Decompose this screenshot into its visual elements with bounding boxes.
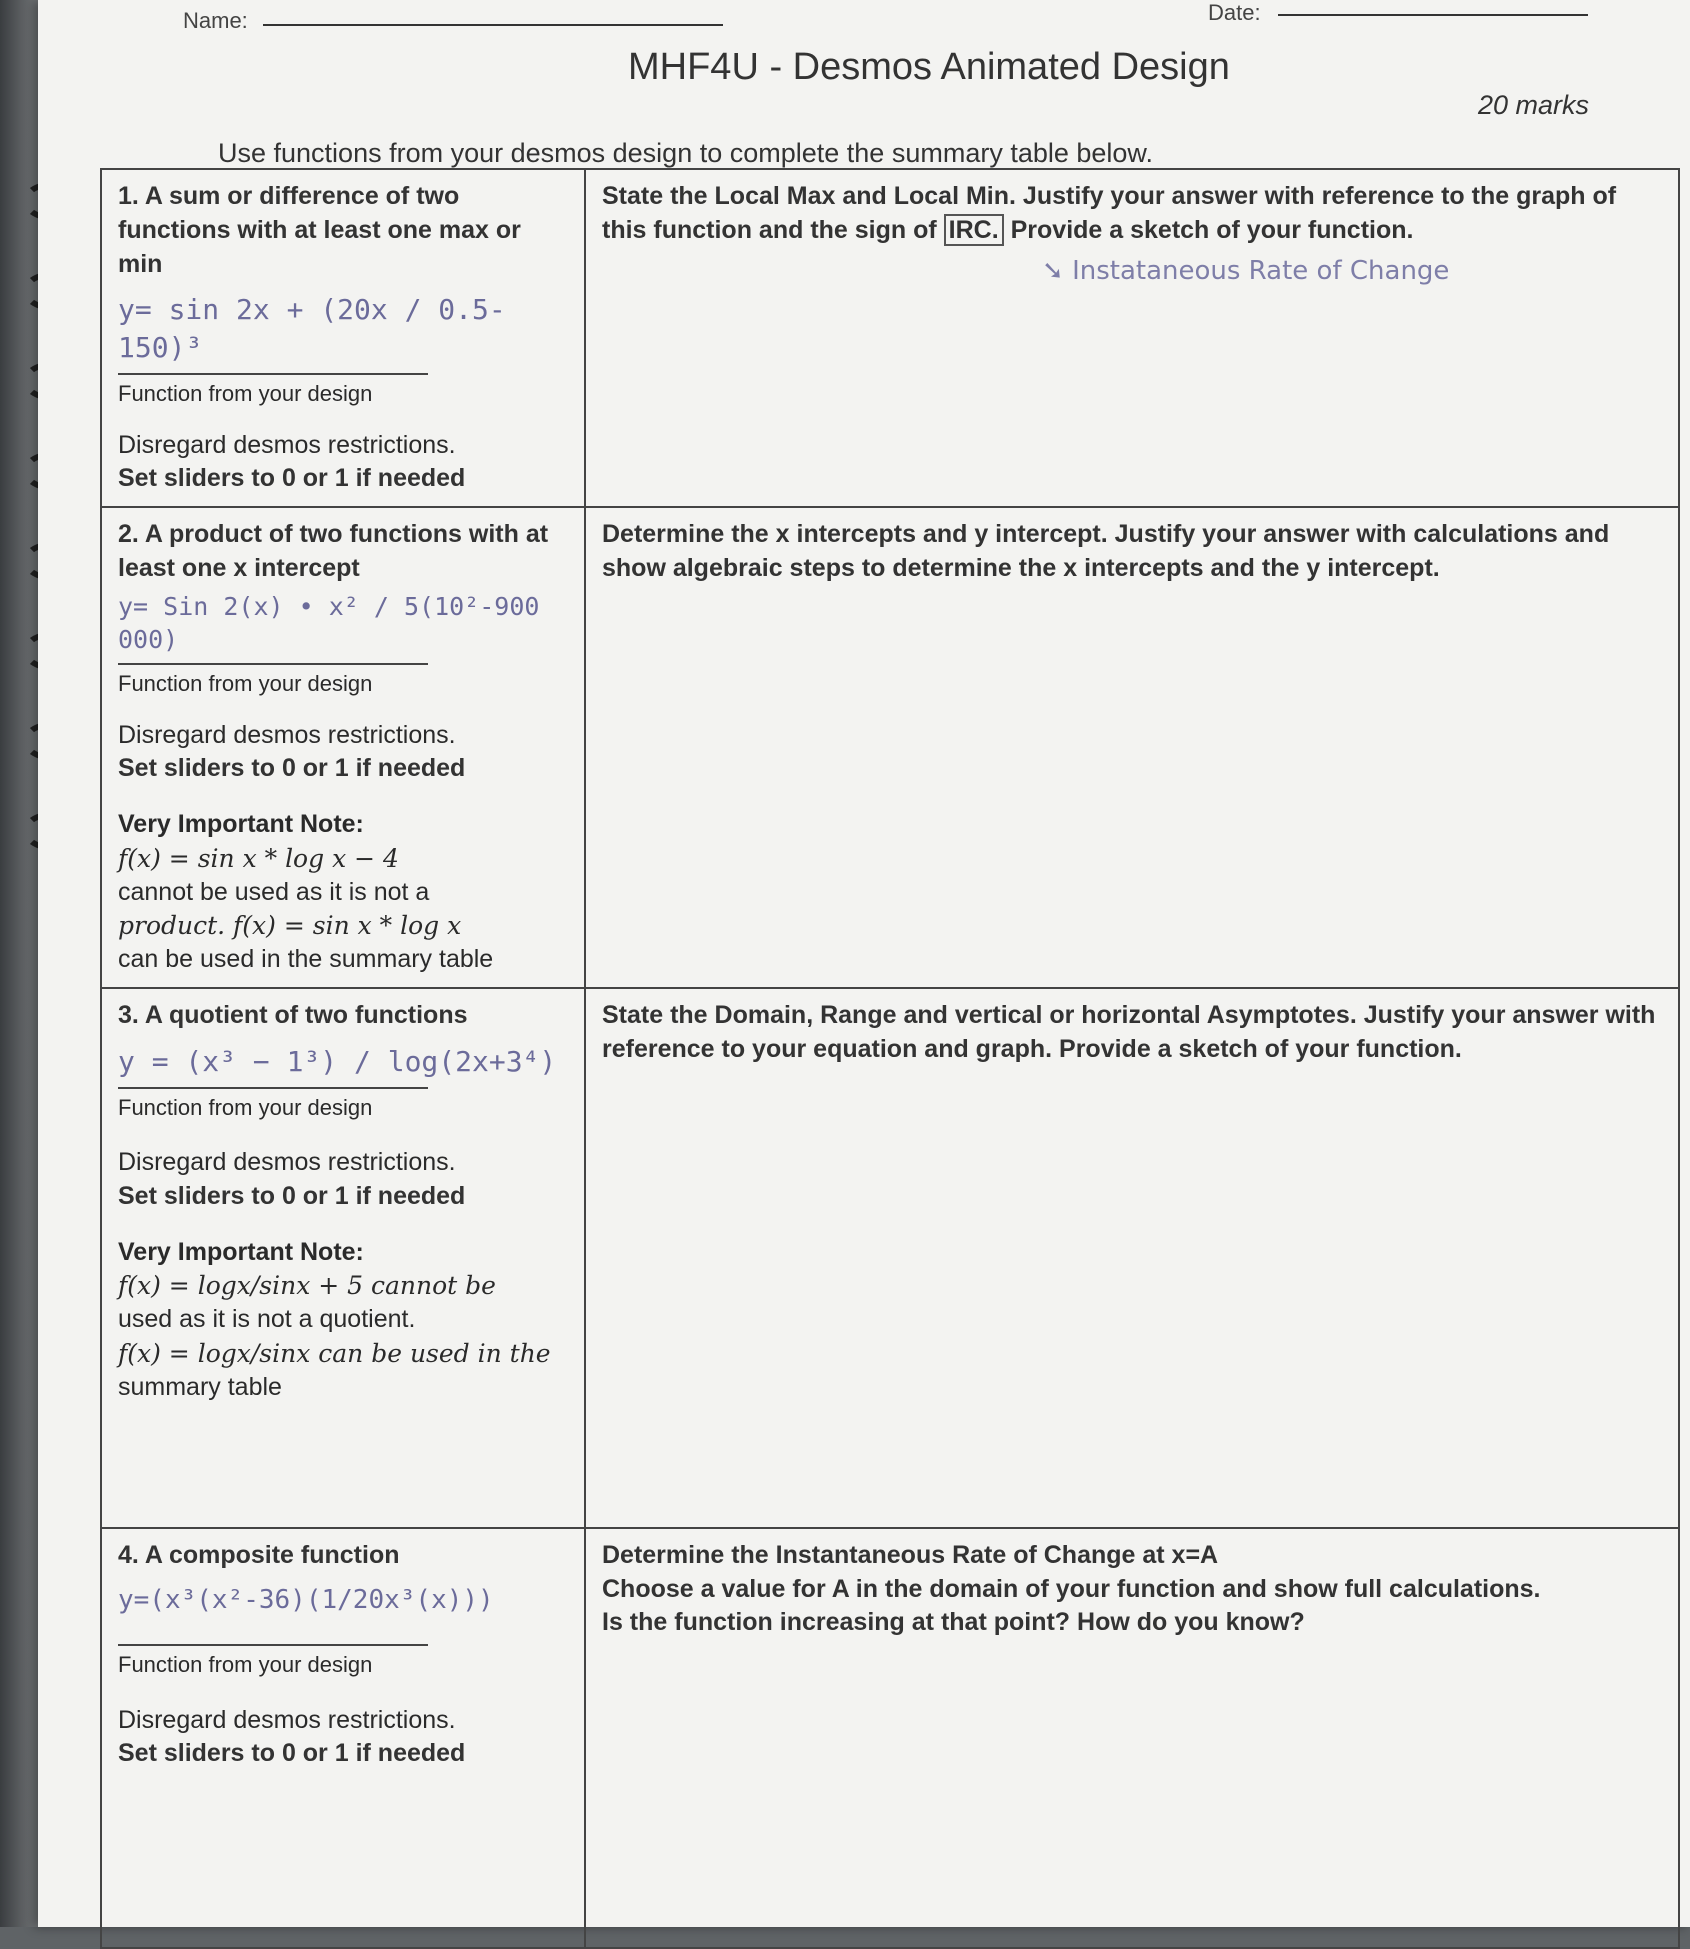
marks-label: 20 marks <box>1478 90 1590 120</box>
table-row <box>101 988 1679 1528</box>
function-cell <box>101 169 585 507</box>
function-label: Function from your design <box>118 1644 428 1680</box>
worksheet-page <box>38 0 1690 1927</box>
question-instruction-line: Choose a value for A in the domain of your function and show full calculations. <box>602 1574 1541 1603</box>
handwritten-function: y= sin 2x + (20x / 0.5-150)³ <box>118 293 506 365</box>
table-row <box>101 169 1679 507</box>
table-row <box>101 1528 1679 1948</box>
note-line: product. f(x) = sin x * log x <box>118 911 462 941</box>
note-line: summary table <box>118 1372 282 1401</box>
note-line: f(x) = logx/sinx can be used in the <box>118 1338 551 1368</box>
function-label: Function from your design <box>118 663 428 699</box>
annotation-text: Instataneous Rate of Change <box>1072 255 1450 286</box>
instruction-text: State the Local Max and Local Min. Justify your answer with reference to the graph of this function and the sign of <box>602 182 1617 244</box>
answer-cell[interactable] <box>585 507 1679 988</box>
question-instruction-line: Is the function increasing at that point? How do you know? <box>602 1608 1305 1637</box>
handwritten-annotation: ➘ Instataneous Rate of Change <box>1042 255 1450 286</box>
date-label: Date: <box>1208 0 1261 25</box>
important-note-heading: Very Important Note: <box>118 1237 364 1266</box>
answer-cell[interactable] <box>585 1528 1679 1948</box>
instruction-text: Provide a sketch of your function. <box>1010 215 1414 244</box>
function-cell <box>101 1528 585 1948</box>
instructions-intro: Use functions from your desmos design to complete the summary table below. <box>218 138 1153 168</box>
function-label: Function from your design <box>118 1087 428 1123</box>
irc-box: IRC. <box>944 214 1004 246</box>
question-instruction: Determine the x intercepts and y intercept. Justify your answer with calculations and show algebraic steps to determine the x intercepts and the y intercept. <box>602 520 1610 582</box>
handwritten-function: y= Sin 2(x) • x² / 5(10²-900 000) <box>118 591 540 655</box>
question-heading: 2. A product of two functions with at least one x intercept <box>118 520 549 582</box>
date-line[interactable] <box>1278 14 1588 16</box>
page-title: MHF4U - Desmos Animated Design <box>628 46 1230 88</box>
slider-note: Set sliders to 0 or 1 if needed <box>118 754 466 783</box>
restriction-note: Disregard desmos restrictions. <box>118 1705 456 1734</box>
restriction-note: Disregard desmos restrictions. <box>118 430 456 459</box>
table-row <box>101 507 1679 988</box>
note-line: f(x) = sin x * log x − 4 <box>118 843 399 873</box>
answer-cell[interactable] <box>585 988 1679 1528</box>
question-instruction: State the Domain, Range and vertical or horizontal Asymptotes. Justify your answer with reference to your equation and graph. Provide a sketch of your function. <box>602 1000 1656 1063</box>
answer-cell[interactable] <box>585 169 1679 507</box>
question-instruction <box>602 180 1662 248</box>
question-instruction-line: Determine the Instantaneous Rate of Change at x=A <box>602 1540 1219 1569</box>
slider-note: Set sliders to 0 or 1 if needed <box>118 1739 466 1768</box>
handwritten-function: y=(x³(x²-36)(1/20x³(x))) <box>118 1584 494 1615</box>
note-line: f(x) = logx/sinx + 5 cannot be <box>118 1271 496 1301</box>
restriction-note: Disregard desmos restrictions. <box>118 720 456 749</box>
note-line: used as it is not a quotient. <box>118 1305 416 1334</box>
name-label: Name: <box>183 8 248 33</box>
restriction-note: Disregard desmos restrictions. <box>118 1148 456 1177</box>
function-cell <box>101 507 585 988</box>
question-heading: 1. A sum or difference of two functions with at least one max or min <box>118 182 521 278</box>
question-heading: 4. A composite function <box>118 1540 400 1569</box>
slider-note: Set sliders to 0 or 1 if needed <box>118 464 466 493</box>
function-cell <box>101 988 585 1528</box>
question-heading: 3. A quotient of two functions <box>118 1000 468 1029</box>
note-line: can be used in the summary table <box>118 945 494 974</box>
summary-table <box>100 168 1680 1949</box>
name-line[interactable] <box>263 24 723 26</box>
slider-note: Set sliders to 0 or 1 if needed <box>118 1181 466 1210</box>
important-note-heading: Very Important Note: <box>118 810 364 839</box>
note-line: cannot be used as it is not a <box>118 877 430 906</box>
function-label: Function from your design <box>118 373 428 409</box>
handwritten-function: y = (x³ − 1³) / log(2x+3⁴) <box>118 1044 557 1078</box>
